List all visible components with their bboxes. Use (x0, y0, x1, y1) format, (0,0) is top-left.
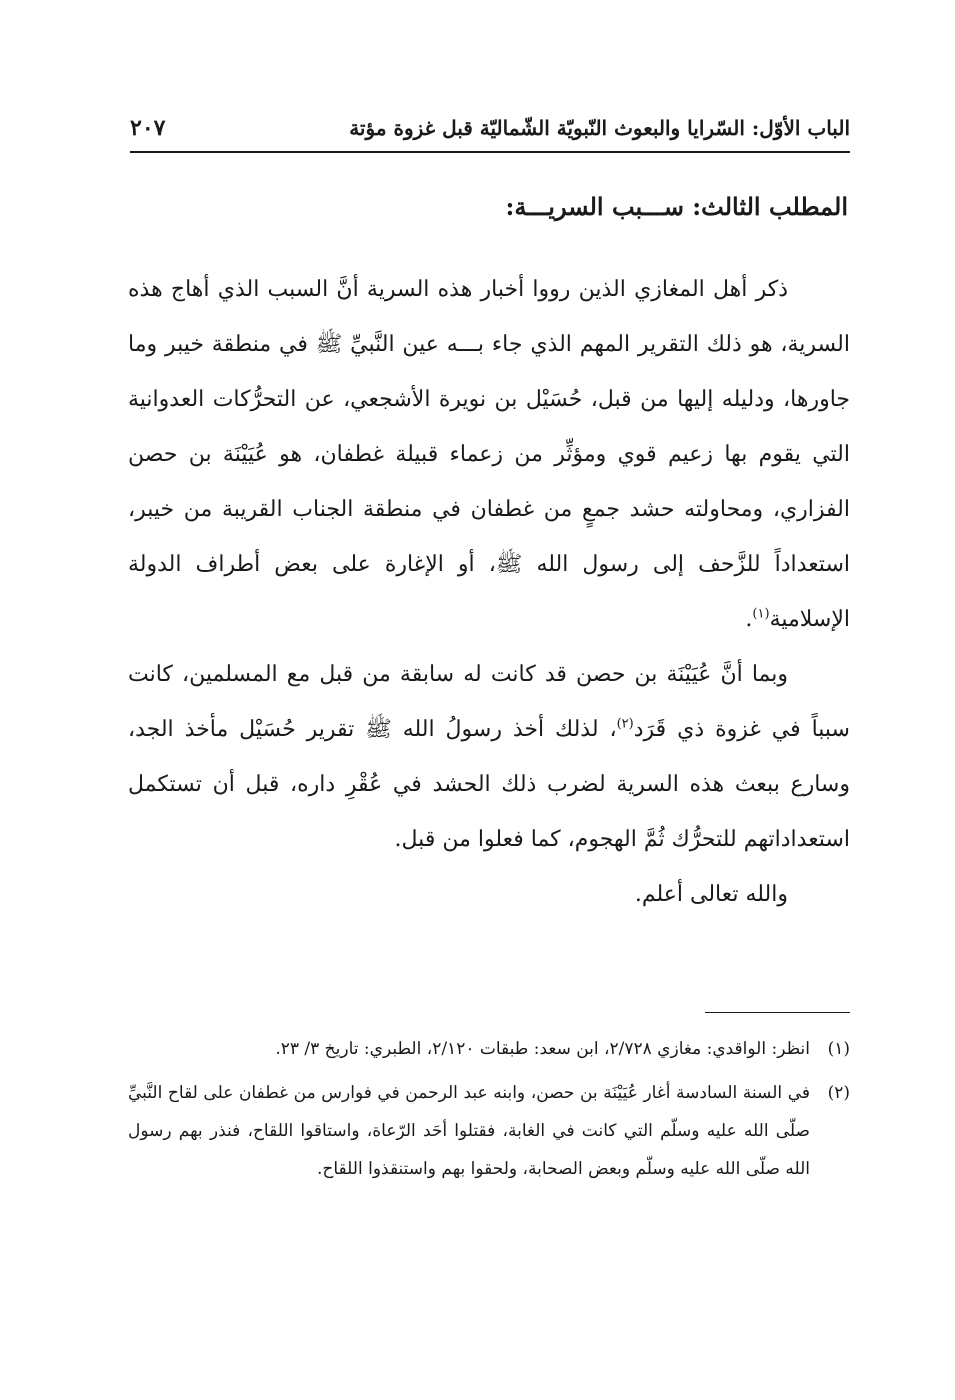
body-text (128, 262, 850, 922)
header-title: الباب الأوّل: السّرايا والبعوث النّبويّة الشّماليّة قبل غزوة مؤتة (349, 116, 850, 140)
header-rule (130, 151, 850, 153)
page-number: ٢٠٧ (130, 115, 166, 141)
footnote-ref-1[interactable]: (١) (752, 606, 770, 622)
footnote-separator (705, 1012, 850, 1013)
footnotes (128, 1030, 850, 1194)
paragraph-1 (128, 262, 850, 647)
closing-line: والله تعالى أعلم. (634, 882, 788, 907)
footnote-2-number: (٢) (827, 1083, 850, 1103)
footnote-1 (128, 1030, 850, 1068)
paragraph-1-text: ذكر أهل المغازي الذين رووا أخبار هذه السرية أنَّ السبب الذي أهاج هذه السرية، هو ذلك التقرير المهم الذي جاء بـــه عين النَّبيِّ ﷺ في منطقة خيبر وما جاورها، ودليله إليها من قبل، حُسَيْل بن نويرة الأشجعي، عن التحرُّكات العدوانية التي يقوم بها زعيم قوي ومؤثِّر من زعماء قبيلة غطفان، هو عُيَيْنَة بن حصن الفزاري، ومحاولته حشد جمعٍ من غطفان في منطقة الجناب القريبة من خيبر، استعداداً للزَّحف إلى رسول الله ﷺ، أو الإغارة على بعض أطراف الدولة الإسلامية (128, 277, 850, 632)
footnote-1-text: انظر: الواقدي: مغازي ٢/٧٢٨، ابن سعد: طبقات ٢/١٢٠، الطبري: تاريخ ٣/ ٢٣. (275, 1039, 810, 1059)
paragraph-2 (128, 647, 850, 867)
section-title: المطلب الثالث: ســـبب السريـــة: (505, 192, 848, 221)
footnote-2 (128, 1074, 850, 1188)
paragraph-2-text-a: وبما أنَّ عُيَيْنَة بن حصن قد كانت له سابقة من قبل مع المسلمين، كانت سبباً في غزوة ذي قَرَد (128, 662, 850, 742)
footnote-1-number: (١) (827, 1039, 850, 1059)
running-header (130, 108, 850, 148)
footnote-2-text: في السنة السادسة أغار عُيَيْنَة بن حصن، وابنه عبد الرحمن في فوارس من غطفان على لقاح النَّبيِّ صلّى الله عليه وسلّم التي كانت في الغابة، فقتلوا أحَد الرّعاة، واستاقوا اللقاح، فنذر بهم رسول الله صلّى الله عليه وسلّم وبعض الصحابة، ولحقوا بهم واستنقذوا اللقاح. (128, 1083, 810, 1179)
paragraph-2-text-b: ، لذلك أخذ رسولُ الله ﷺ تقرير حُسَيْل مأخذ الجد، وسارع ببعث هذه السرية لضرب ذلك الحشد في عُقْرِ داره، قبل أن تستكمل استعداداتهم للتحرُّك ثُمَّ الهجوم، كما فعلوا من قبل. (128, 717, 850, 852)
paragraph-1-end: . (745, 607, 753, 632)
footnote-ref-2[interactable]: (٢) (616, 716, 634, 732)
